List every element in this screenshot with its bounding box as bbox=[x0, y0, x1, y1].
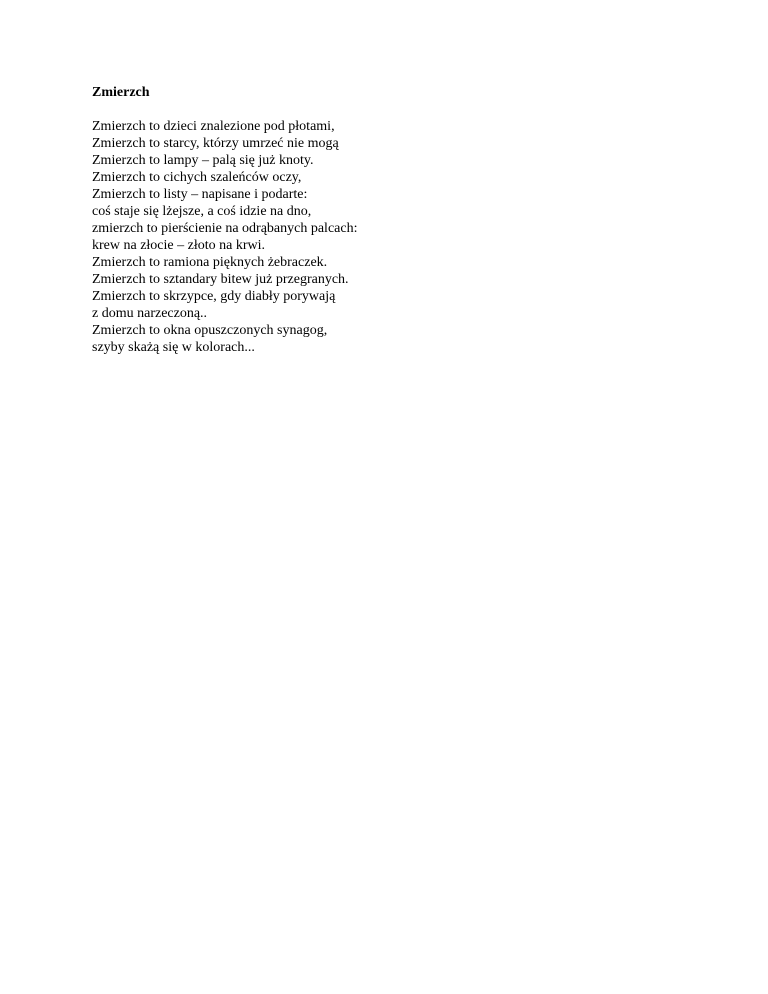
poem-line: krew na złocie – złoto na krwi. bbox=[92, 238, 265, 253]
poem-line: Zmierzch to listy – napisane i podarte: bbox=[92, 187, 308, 202]
poem-line: Zmierzch to sztandary bitew już przegranych. bbox=[92, 272, 349, 287]
poem-block bbox=[92, 84, 692, 356]
poem-line: Zmierzch to ramiona pięknych żebraczek. bbox=[92, 255, 328, 270]
poem-line: Zmierzch to skrzypce, gdy diabły porywają bbox=[92, 289, 336, 304]
poem-line: szyby skażą się w kolorach... bbox=[92, 340, 255, 355]
poem-line: Zmierzch to dzieci znalezione pod płotami, bbox=[92, 119, 335, 134]
poem-line: zmierzch to pierścienie na odrąbanych palcach: bbox=[92, 221, 358, 236]
poem-body bbox=[92, 118, 692, 356]
poem-title: Zmierzch bbox=[92, 85, 150, 100]
poem-line: Zmierzch to okna opuszczonych synagog, bbox=[92, 323, 328, 338]
poem-line: Zmierzch to lampy – palą się już knoty. bbox=[92, 153, 314, 168]
poem-line: Zmierzch to cichych szaleńców oczy, bbox=[92, 170, 302, 185]
poem-line: Zmierzch to starcy, którzy umrzeć nie mogą bbox=[92, 136, 339, 151]
poem-line: coś staje się lżejsze, a coś idzie na dno, bbox=[92, 204, 312, 219]
poem-line: z domu narzeczoną.. bbox=[92, 306, 208, 321]
